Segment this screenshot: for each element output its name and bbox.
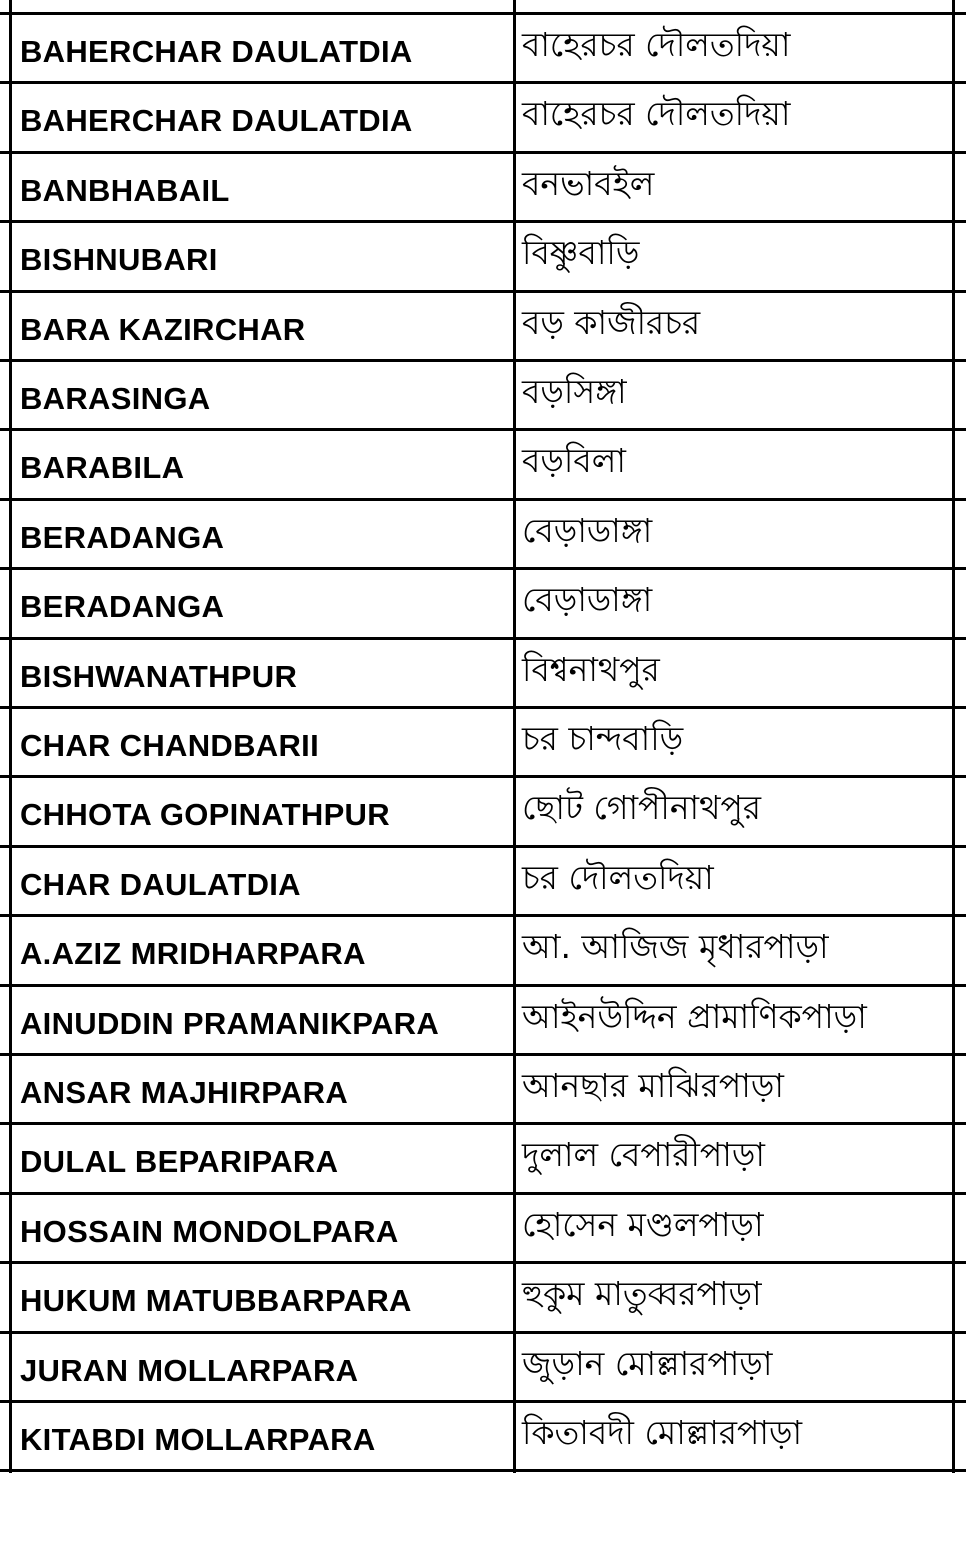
cell-english-name: HUKUM MATUBBARPARA <box>20 1282 412 1318</box>
cell-english-name: BANBHABAIL <box>20 172 230 208</box>
cell-bengali-name: আনছার মাঝিরপাড়া <box>522 1065 784 1105</box>
cell-english-name: A.AZIZ MRIDHARPARA <box>20 935 366 971</box>
cell-english-name: AINUDDIN PRAMANIKPARA <box>20 1005 440 1041</box>
cell-english-name: BAHERCHAR DAULATDIA <box>20 102 413 138</box>
cell-english-name: ANSAR MAJHIRPARA <box>20 1074 349 1110</box>
cell-bengali-name: জুড়ান মোল্লারপাড়া <box>522 1343 773 1383</box>
cell-bengali-name: বনভাবইল <box>522 163 655 203</box>
cell-bengali-name: আইনউদ্দিন প্রামাণিকপাড়া <box>522 996 867 1036</box>
cell-english-name: KITABDI MOLLARPARA <box>20 1421 376 1457</box>
cell-english-name: HOSSAIN MONDOLPARA <box>20 1213 399 1249</box>
cell-bengali-name: বেড়াডাঙ্গা <box>522 510 653 550</box>
cell-bengali-name: বিশ্বনাথপুর <box>522 649 660 689</box>
cell-bengali-name: বাহেরচর দৌলতদিয়া <box>522 93 791 133</box>
cell-bengali-name: চর দৌলতদিয়া <box>522 857 714 897</box>
cell-english-name: DULAL BEPARIPARA <box>20 1143 339 1179</box>
cell-bengali-name: ছোট গোপীনাথপুর <box>522 787 762 827</box>
cell-english-name: BAHERCHAR DAULATDIA <box>20 33 413 69</box>
cell-bengali-name: বড়সিঙ্গা <box>522 371 627 411</box>
cell-english-name: BARABILA <box>20 449 185 485</box>
cell-bengali-name: আ. আজিজ মৃধারপাড়া <box>522 926 829 966</box>
cell-english-name: BARASINGA <box>20 380 211 416</box>
cell-bengali-name: বড়বিলা <box>522 440 626 480</box>
cell-bengali-name: বেড়াডাঙ্গা <box>522 579 653 619</box>
cell-bengali-name: কিতাবদী মোল্লারপাড়া <box>522 1412 803 1452</box>
cell-english-name: BISHNUBARI <box>20 241 218 277</box>
cell-english-name: BARA KAZIRCHAR <box>20 311 306 347</box>
cell-bengali-name: চর চান্দবাড়ি <box>522 718 684 758</box>
cell-english-name: CHAR DAULATDIA <box>20 866 301 902</box>
cell-english-name: BERADANGA <box>20 588 225 624</box>
cell-bengali-name: হোসেন মণ্ডলপাড়া <box>522 1204 764 1244</box>
cell-english-name: BISHWANATHPUR <box>20 658 298 694</box>
cell-english-name: BERADANGA <box>20 519 225 555</box>
cell-bengali-name: হুকুম মাতুব্বরপাড়া <box>522 1273 762 1313</box>
cell-bengali-name: বড় কাজীরচর <box>522 302 701 342</box>
cell-english-name: CHHOTA GOPINATHPUR <box>20 796 390 832</box>
cell-english-name: CHAR CHANDBARII <box>20 727 319 763</box>
cell-bengali-name: বিষ্ণুবাড়ি <box>522 232 640 272</box>
cell-bengali-name: বাহেরচর দৌলতদিয়া <box>522 24 791 64</box>
cell-english-name: JURAN MOLLARPARA <box>20 1352 359 1388</box>
cell-bengali-name: দুলাল বেপারীপাড়া <box>522 1134 765 1174</box>
